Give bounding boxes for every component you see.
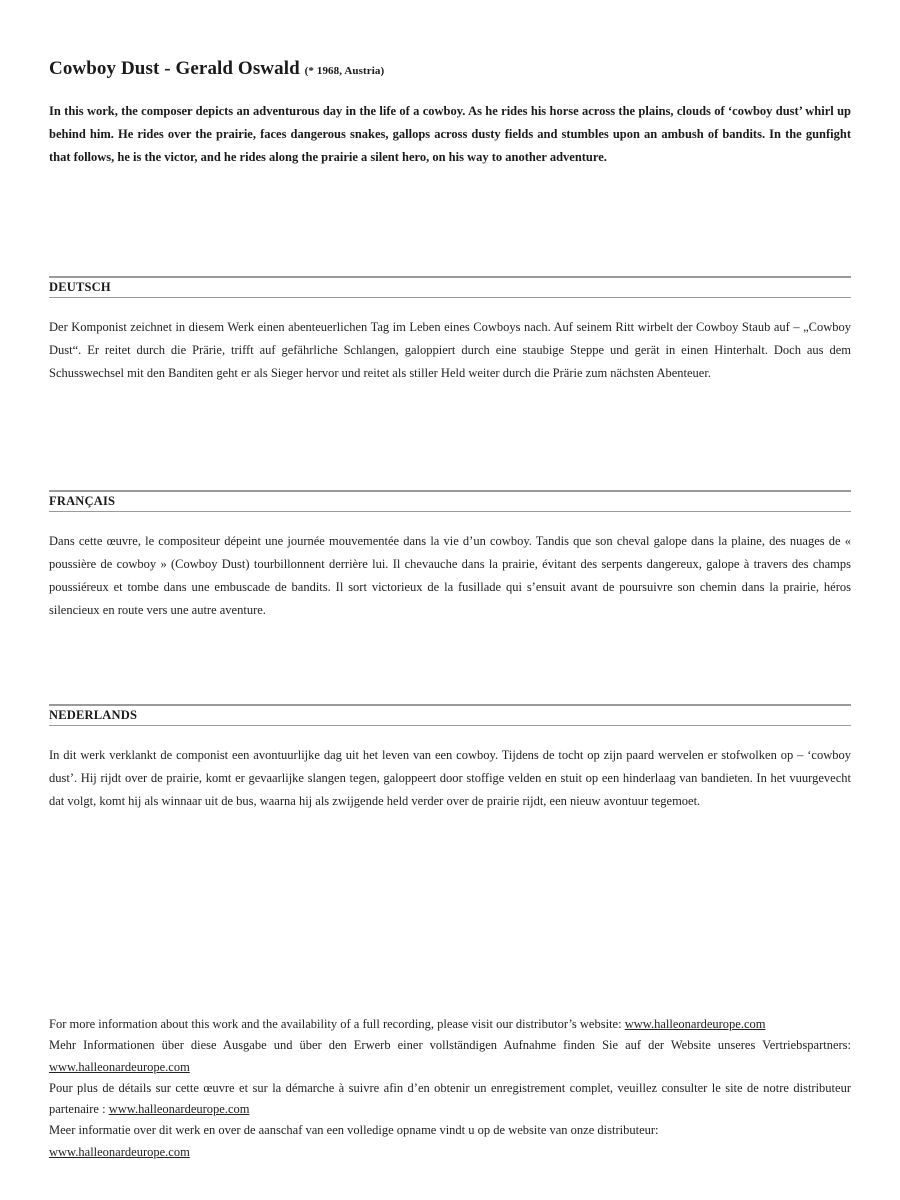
section-text: Der Komponist zeichnet in diesem Werk einen abenteuerlichen Tag im Leben eines Cowboys nach. Auf seinem Ritt wirbelt der Cowboy Staub auf – „Cowboy Dust“. Er reitet durch die Prärie, trifft auf gefährliche Schlangen, galoppiert durch eine staubige Steppe und gerät in einen Hinterhalt. Doch aus dem Schusswechsel mit den Banditen geht er als Sieger hervor und reitet als stiller Held weiter durch die Prärie zum nächsten Abenteuer.: [49, 320, 851, 380]
section-heading: NEDERLANDS: [49, 708, 138, 722]
footer-french: [49, 1078, 851, 1121]
distributor-link-dutch[interactable]: www.halleonardeurope.com: [49, 1144, 190, 1159]
title-subtitle: (* 1968, Austria): [304, 65, 385, 77]
section-francais: [49, 490, 851, 622]
section-rule-top: [49, 490, 851, 492]
section-rule-bottom: [49, 297, 851, 298]
footer-french-text: Pour plus de détails sur cette œuvre et sur la démarche à suivre afin d’en obtenir un enregistrement complet, veuillez consulter le site de notre distributeur partenaire :: [49, 1080, 851, 1117]
section-rule-bottom: [49, 725, 851, 726]
section-heading: FRANÇAIS: [49, 494, 116, 508]
page-title: [49, 58, 384, 80]
document-page: [49, 0, 851, 1200]
footer-english-text: For more information about this work and the availability of a full recording, please visit our distributor’s website:: [49, 1017, 625, 1031]
intro-paragraph: In this work, the composer depicts an adventurous day in the life of a cowboy. As he rides his horse across the plains, clouds of ‘cowboy dust’ whirl up behind him. He rides over the prairie, faces dangerous snakes, gallops across dusty fields and stumbles upon an ambush of bandits. In the gunfight that follows, he is the victor, and he rides along the prairie a silent hero, on his way to another adventure.: [49, 104, 851, 164]
footer-english: [49, 1014, 851, 1035]
footer-dutch-text: Meer informatie over dit werk en over de aanschaf van een volledige opname vindt u op de website van onze distributeur:: [49, 1123, 659, 1138]
footer-german-text: Mehr Informationen über diese Ausgabe und über den Erwerb einer vollständigen Aufnahme finden Sie auf der Website unseres Vertriebspartners:: [49, 1038, 851, 1053]
title-main: Cowboy Dust - Gerald Oswald: [49, 58, 300, 79]
footer-dutch: [49, 1120, 851, 1163]
section-rule-top: [49, 704, 851, 706]
section-rule-top: [49, 276, 851, 278]
section-heading: DEUTSCH: [49, 280, 111, 294]
section-nederlands: [49, 704, 851, 813]
section-text: Dans cette œuvre, le compositeur dépeint une journée mouvementée dans la vie d’un cowboy. Tandis que son cheval galope dans la plaine, des nuages de « poussière de cowboy » (Cowboy Dust) tourbillonnent derrière lui. Il chevauche dans la prairie, évitant des serpents dangereux, galope à travers des champs poussiéreux et tombe dans une embuscade de bandits. Il sort victorieux de la fusillade qui s’ensuit avant de poursuivre son chemin dans la prairie, héros silencieux en route vers une autre aventure.: [49, 534, 851, 617]
section-text: In dit werk verklankt de componist een avontuurlijke dag uit het leven van een cowboy. Tijdens de tocht op zijn paard wervelen er stofwolken op – ‘cowboy dust’. Hij rijdt over de prairie, komt er gevaarlijke slangen tegen, galoppeert door stoffige velden en stuit op een hinderlaag van bandieten. In het vuurgevecht dat volgt, komt hij als winnaar uit de bus, waarna hij als zwijgende held verder over de prairie rijdt, een nieuw avontuur tegemoet.: [49, 748, 851, 808]
section-deutsch: [49, 276, 851, 385]
distributor-link-german[interactable]: www.halleonardeurope.com: [49, 1059, 190, 1074]
distributor-info: [49, 1014, 851, 1163]
distributor-link-english[interactable]: www.halleonardeurope.com: [624, 1017, 766, 1031]
section-rule-bottom: [49, 511, 851, 512]
footer-german: [49, 1035, 851, 1078]
distributor-link-french[interactable]: www.halleonardeurope.com: [108, 1102, 250, 1117]
